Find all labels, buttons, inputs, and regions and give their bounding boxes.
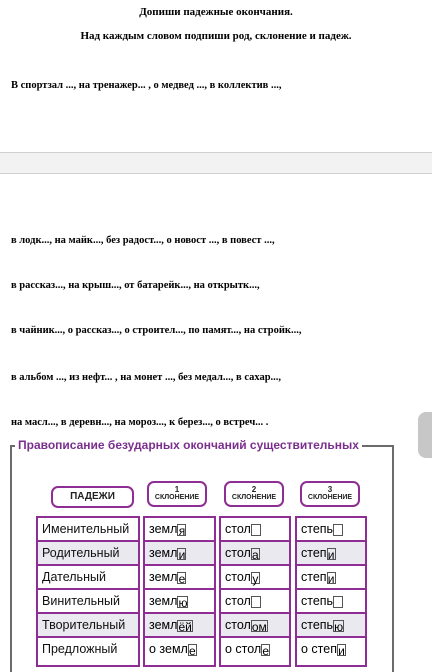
word-ending-box: е [262,643,270,658]
case-cell: Именительный [38,518,138,542]
word-cell [297,590,365,614]
word-stem: стол [225,546,251,560]
word-cell [221,590,289,614]
word-stem: степ [301,570,327,584]
word-cell [221,614,289,638]
task-subtitle: Над каждым словом подпиши род, склонение и падеж. [80,30,352,42]
word-ending-box: а [251,547,259,562]
declension-3-column [295,516,367,667]
word-stem: земл [149,546,178,560]
word-ending-box: я [178,523,186,538]
scrollbar-thumb[interactable] [418,412,432,458]
declension-3-number: 3 [327,485,333,494]
declension-2-header [224,481,284,507]
word-cell [297,542,365,566]
case-cell: Винительный [38,590,138,614]
word-cell [297,566,365,590]
exercise-line-4: в чайник..., о рассказ..., о строител..., по памят..., на стройк..., [11,325,302,336]
word-ending-box: ом [251,619,267,634]
word-ending-box [251,596,261,608]
word-ending-box: ю [178,595,188,610]
word-stem: стол [225,570,251,584]
word-ending-box: и [178,547,186,562]
word-cell [145,614,214,638]
case-cell: Дательный [38,566,138,590]
declension-2-number: 2 [251,485,257,494]
word-stem: степь [301,618,334,632]
word-ending-box: у [252,571,259,586]
declension-3-header [300,481,360,507]
word-ending-box: ёй [178,619,192,634]
case-cell: Родительный [38,542,138,566]
word-ending-box: и [327,571,335,586]
declension-1-label: СКЛОНЕНИЕ [154,494,200,501]
cases-column [36,516,140,667]
word-cell [221,566,289,590]
word-cell [297,638,365,662]
word-ending-box: е [178,571,186,586]
word-stem: стол [225,522,251,536]
word-cell [145,566,214,590]
word-ending-box: ю [334,619,344,634]
declension-2-label: СКЛОНЕНИЕ [231,494,277,501]
word-stem: о земл [149,642,188,656]
word-stem: стол [225,618,251,632]
case-cell: Творительный [38,614,138,638]
word-cell [297,614,365,638]
declension-table-card [10,438,394,672]
word-stem: степь [301,594,334,608]
word-cell [145,518,214,542]
word-stem: земл [149,522,178,536]
word-stem: стол [225,594,251,608]
word-stem: о степ [301,642,337,656]
word-ending-box: и [338,643,345,658]
word-ending-box: е [189,643,196,658]
declension-1-column [143,516,216,667]
exercise-line-2: в лодк..., на майк..., без радост..., о новост ..., в повест ..., [11,235,275,246]
task-title: Допиши падежные окончания. [139,6,293,18]
word-stem: земл [149,618,178,632]
table-title: Правописание безударных окончаний существительных [15,438,362,452]
exercise-line-1: В спортзал ..., на тренажер... , о медвед ..., в коллектив ..., [11,80,282,91]
exercise-line-6: на масл..., в деревн..., на мороз..., к берез..., о встреч... . [11,417,269,428]
word-stem: земл [149,570,178,584]
word-cell [145,590,214,614]
declension-1-number: 1 [174,485,180,494]
case-cell: Предложный [42,642,118,656]
exercise-line-5: в альбом ..., из нефт... , на монет ..., без медал..., в сахар..., [11,372,282,383]
exercise-line-3: в рассказ..., на крыш..., от батарейк..., на открытк..., [11,280,260,291]
word-stem: степь [301,522,334,536]
word-cell [221,638,289,662]
word-cell [221,518,289,542]
declension-2-column [219,516,291,667]
word-ending-box [333,524,343,536]
declension-1-header [147,481,207,507]
word-cell [145,542,214,566]
word-cell [297,518,365,542]
word-cell [221,542,289,566]
word-stem: степ [301,546,327,560]
cases-header: ПАДЕЖИ [51,486,134,508]
word-stem: о стол [225,642,262,656]
word-ending-box [251,524,261,536]
word-cell [145,638,214,662]
declension-3-label: СКЛОНЕНИЕ [307,494,353,501]
page-gap [0,152,432,174]
word-stem: земл [149,594,178,608]
word-ending-box [333,596,343,608]
word-ending-box: и [327,547,335,562]
